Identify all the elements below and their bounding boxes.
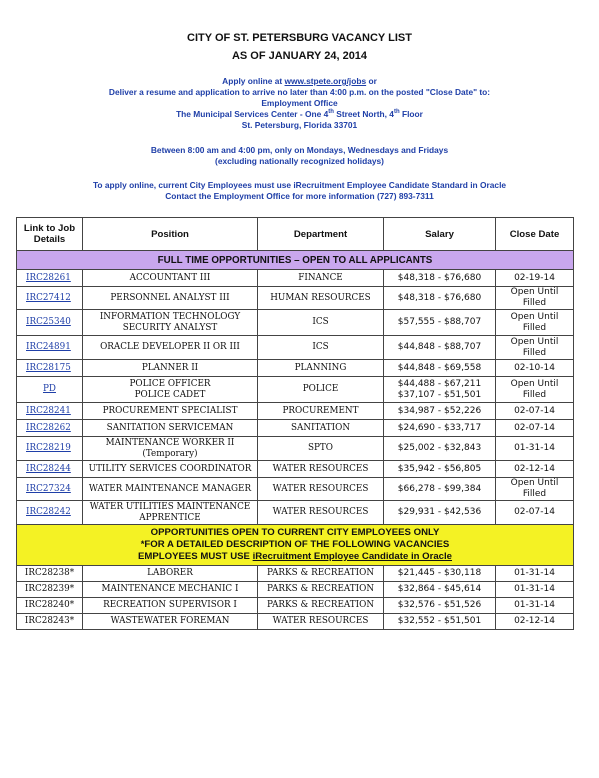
close-date-cell	[496, 360, 574, 377]
job-link[interactable]: IRC28242	[26, 507, 71, 517]
position-cell	[83, 566, 258, 582]
salary-cell	[384, 360, 496, 377]
salary-range: $44,488 - $67,211	[397, 378, 482, 389]
salary-cell	[384, 420, 496, 437]
close-date: Open Until Filled	[510, 311, 559, 333]
salary-cell	[384, 501, 496, 525]
position-cell	[83, 478, 258, 501]
job-id: IRC28238*	[24, 568, 75, 578]
job-link-cell	[17, 270, 83, 287]
department-cell	[258, 614, 384, 630]
close-date: 02-07-14	[514, 405, 555, 416]
table-row	[17, 360, 574, 377]
document-date: AS OF JANUARY 24, 2014	[231, 50, 368, 62]
position-name: PERSONNEL ANALYST III	[110, 292, 230, 303]
close-date: 01-31-14	[514, 600, 555, 610]
position-name: INFORMATION TECHNOLOGY SECURITY ANALYST	[99, 311, 241, 333]
salary-range: $24,690 - $33,717	[397, 422, 482, 433]
job-link-cell	[17, 336, 83, 360]
department-name: SPTO	[307, 443, 334, 453]
department-cell	[258, 270, 384, 287]
position-cell	[83, 582, 258, 598]
position-name: LABORER	[147, 568, 193, 578]
salary-cell	[384, 461, 496, 478]
column-header-department: Department	[258, 218, 384, 251]
office-hours: Between 8:00 am and 4:00 pm, only on Mondays, Wednesdays and Fridays (excluding nationally recognized holidays)	[150, 145, 449, 166]
position-name: POLICE OFFICER	[129, 378, 211, 389]
salary-cell	[384, 287, 496, 310]
salary-cell	[384, 598, 496, 614]
salary-range: $35,942 - $56,805	[397, 463, 482, 474]
salary-cell	[384, 377, 496, 403]
vacancy-table	[16, 217, 574, 630]
close-date: Open Until Filled	[510, 287, 559, 308]
close-date: 02-07-14	[514, 507, 555, 517]
department-cell	[258, 478, 384, 501]
job-link-cell	[17, 501, 83, 525]
table-row	[17, 270, 574, 287]
salary-range: $32,552 - $51,501	[397, 616, 482, 626]
department-cell	[258, 437, 384, 461]
position-cell	[83, 287, 258, 310]
table-row	[17, 461, 574, 478]
salary-range-2: $37,107 - $51,501	[397, 389, 482, 400]
position-cell	[83, 598, 258, 614]
document-title: CITY OF ST. PETERSBURG VACANCY LIST	[187, 32, 412, 44]
salary-range: $57,555 - $88,707	[397, 317, 482, 327]
close-date-cell	[496, 566, 574, 582]
table-row	[17, 310, 574, 336]
table-row	[17, 403, 574, 420]
close-date: 02-12-14	[514, 463, 555, 474]
salary-cell	[384, 403, 496, 420]
section-header-text	[17, 525, 574, 566]
position-name: PLANNER II	[141, 362, 199, 373]
office-address: The Municipal Services Center - One 4th Street North, 4th Floor	[176, 109, 423, 119]
position-cell	[83, 360, 258, 377]
position-cell	[83, 336, 258, 360]
job-link-cell	[17, 420, 83, 437]
office-city: St. Petersburg, Florida 33701	[241, 120, 358, 130]
close-date: 02-19-14	[514, 272, 555, 283]
close-date-cell	[496, 582, 574, 598]
salary-range: $32,864 - $45,614	[397, 584, 482, 594]
close-date: Open Until Filled	[510, 478, 559, 499]
close-date-cell	[496, 310, 574, 336]
position-cell	[83, 501, 258, 525]
employee-instructions: To apply online, current City Employees must use iRecruitment Employee Candidate Standard in Oracle Contact the Employment Office for more information (727) 893-7311	[92, 180, 507, 201]
close-date-cell	[496, 614, 574, 630]
department-cell	[258, 582, 384, 598]
department-cell	[258, 420, 384, 437]
salary-range: $34,987 - $52,226	[397, 405, 482, 416]
salary-range: $48,318 - $76,680	[397, 292, 482, 303]
department-name: PROCUREMENT	[282, 405, 359, 416]
position-cell	[83, 270, 258, 287]
salary-cell	[384, 614, 496, 630]
close-date: 01-31-14	[514, 568, 555, 578]
job-link-cell	[17, 360, 83, 377]
department-name: WATER RESOURCES	[272, 483, 369, 494]
section2-line1: OPPORTUNITIES OPEN TO CURRENT CITY EMPLOYEES ONLY	[150, 527, 440, 538]
department-name: SANITATION	[290, 422, 351, 433]
close-date: 02-12-14	[514, 616, 555, 626]
job-id: IRC28243*	[24, 616, 75, 626]
job-link-cell	[17, 310, 83, 336]
job-link-cell	[17, 437, 83, 461]
table-row	[17, 377, 574, 403]
department-cell	[258, 598, 384, 614]
table-row	[17, 501, 574, 525]
department-name: WATER RESOURCES	[272, 507, 369, 517]
close-date-cell	[496, 501, 574, 525]
position-name-2: (Temporary)	[142, 448, 198, 459]
position-cell	[83, 420, 258, 437]
job-link[interactable]: IRC28261	[26, 272, 71, 283]
close-date-cell	[496, 598, 574, 614]
close-date-cell	[496, 336, 574, 360]
section-header-employees-only	[17, 525, 574, 566]
salary-cell	[384, 478, 496, 501]
apply-instructions: Apply online at www.stpete.org/jobs or Deliver a resume and application to arrive no later than 4:00 p.m. on the posted "Close Date" to: Employment Office The Municipal Services Center - One 4th Street North, 4th Floor St. Petersburg, Florida 33701	[0, 76, 599, 131]
department-name: ICS	[312, 317, 329, 327]
salary-range: $32,576 - $51,526	[397, 600, 482, 610]
section2-line3	[17, 551, 573, 563]
job-link[interactable]: IRC28244	[26, 463, 71, 474]
department-name: ICS	[312, 342, 329, 352]
salary-range: $29,931 - $42,536	[397, 507, 482, 517]
deliver-text: Deliver a resume and application to arrive no later than 4:00 p.m. on the posted "Close Date" to:	[108, 87, 491, 97]
job-link[interactable]: PD	[43, 384, 56, 394]
position-name-2: POLICE CADET	[134, 389, 206, 400]
salary-range: $48,318 - $76,680	[397, 272, 482, 283]
position-cell	[83, 614, 258, 630]
close-date: Open Until Filled	[510, 336, 559, 358]
job-link[interactable]: IRC24891	[26, 342, 71, 352]
table-header-row	[17, 218, 574, 251]
job-link-cell	[17, 377, 83, 403]
department-cell	[258, 377, 384, 403]
salary-range: $21,445 - $30,118	[397, 568, 482, 578]
department-cell	[258, 336, 384, 360]
close-date-cell	[496, 270, 574, 287]
salary-range: $25,002 - $32,843	[397, 443, 482, 453]
salary-cell	[384, 336, 496, 360]
position-name: WATER UTILITIES MAINTENANCE APPRENTICE	[89, 501, 251, 523]
table-row	[17, 566, 574, 582]
job-id-cell	[17, 566, 83, 582]
job-id-cell	[17, 598, 83, 614]
job-link-cell	[17, 461, 83, 478]
position-cell	[83, 461, 258, 478]
department-cell	[258, 310, 384, 336]
table-row	[17, 614, 574, 630]
salary-range: $44,848 - $88,707	[397, 342, 482, 352]
salary-cell	[384, 566, 496, 582]
job-link[interactable]: IRC25340	[26, 317, 71, 327]
close-date-cell	[496, 287, 574, 310]
position-name: MAINTENANCE MECHANIC I	[101, 584, 239, 594]
job-id-cell	[17, 614, 83, 630]
job-id: IRC28239*	[24, 584, 75, 594]
salary-cell	[384, 310, 496, 336]
close-date: 01-31-14	[514, 443, 555, 453]
salary-cell	[384, 270, 496, 287]
position-name: SANITATION SERVICEMAN	[106, 422, 234, 433]
close-date: 02-10-14	[514, 362, 555, 373]
close-date-cell	[496, 478, 574, 501]
close-date: Open Until Filled	[510, 378, 559, 400]
department-name: HUMAN RESOURCES	[270, 292, 371, 303]
department-name: WATER RESOURCES	[272, 463, 369, 474]
table-row	[17, 437, 574, 461]
close-date: 02-07-14	[514, 422, 555, 433]
column-header-position: Position	[83, 218, 258, 251]
close-date-cell	[496, 437, 574, 461]
department-name: FINANCE	[298, 272, 343, 283]
close-date-cell	[496, 377, 574, 403]
job-link[interactable]: IRC28175	[26, 362, 71, 373]
department-name: POLICE	[302, 384, 339, 394]
position-name: WATER MAINTENANCE MANAGER	[88, 483, 252, 494]
table-row	[17, 598, 574, 614]
close-date-cell	[496, 403, 574, 420]
job-link[interactable]: IRC27412	[26, 292, 71, 303]
position-name: RECREATION SUPERVISOR I	[103, 600, 237, 610]
department-cell	[258, 566, 384, 582]
table-row	[17, 287, 574, 310]
salary-cell	[384, 582, 496, 598]
section2-line2: *FOR A DETAILED DESCRIPTION OF THE FOLLOWING VACANCIES	[140, 539, 450, 550]
department-name: PARKS & RECREATION	[266, 600, 375, 610]
position-name: WASTEWATER FOREMAN	[110, 616, 230, 626]
close-date: 01-31-14	[514, 584, 555, 594]
job-link-cell	[17, 478, 83, 501]
job-id: IRC28240*	[24, 600, 75, 610]
position-cell	[83, 403, 258, 420]
department-cell	[258, 461, 384, 478]
oracle-instruction: iRecruitment Employee Candidate in Oracle	[252, 551, 453, 562]
section-header-full-time: FULL TIME OPPORTUNITIES – OPEN TO ALL APPLICANTS	[17, 251, 574, 270]
position-cell	[83, 377, 258, 403]
position-name: MAINTENANCE WORKER II	[105, 437, 235, 448]
department-cell	[258, 403, 384, 420]
position-cell	[83, 437, 258, 461]
table-row	[17, 478, 574, 501]
table-row	[17, 336, 574, 360]
department-cell	[258, 287, 384, 310]
department-name: PARKS & RECREATION	[266, 584, 375, 594]
office-name: Employment Office	[261, 98, 338, 108]
position-name: ORACLE DEVELOPER II OR III	[100, 342, 240, 352]
position-name: UTILITY SERVICES COORDINATOR	[88, 463, 252, 474]
salary-cell	[384, 437, 496, 461]
close-date-cell	[496, 461, 574, 478]
department-cell	[258, 360, 384, 377]
department-name: PARKS & RECREATION	[266, 568, 375, 578]
job-link[interactable]: IRC28219	[26, 443, 71, 453]
column-header-link: Link to Job Details	[17, 218, 83, 251]
job-link[interactable]: IRC28262	[26, 422, 71, 433]
job-link-cell	[17, 287, 83, 310]
position-name: ACCOUNTANT III	[129, 272, 211, 283]
job-link[interactable]: IRC28241	[26, 405, 71, 416]
salary-range: $44,848 - $69,558	[397, 362, 482, 373]
jobs-website-link[interactable]: www.stpete.org/jobs	[284, 76, 367, 86]
section2-line3-text: EMPLOYEES MUST USE	[137, 551, 253, 562]
job-id-cell	[17, 582, 83, 598]
table-row	[17, 420, 574, 437]
position-name: PROCUREMENT SPECIALIST	[102, 405, 238, 416]
department-cell	[258, 501, 384, 525]
job-link-cell	[17, 403, 83, 420]
table-row	[17, 582, 574, 598]
department-name: PLANNING	[294, 362, 347, 373]
department-name: WATER RESOURCES	[272, 616, 369, 626]
position-cell	[83, 310, 258, 336]
column-header-close-date: Close Date	[496, 218, 574, 251]
salary-range: $66,278 - $99,384	[397, 483, 482, 494]
job-link[interactable]: IRC27324	[26, 483, 71, 494]
column-header-salary: Salary	[384, 218, 496, 251]
close-date-cell	[496, 420, 574, 437]
